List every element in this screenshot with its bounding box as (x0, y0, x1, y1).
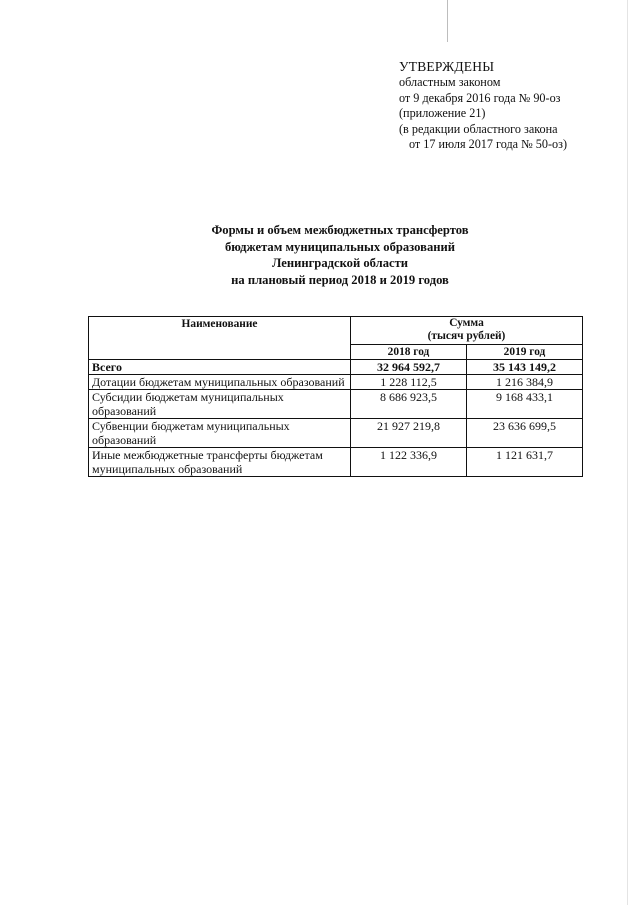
header-name-cell (89, 317, 351, 360)
row-value-2019: 1 216 384,9 (467, 375, 583, 390)
row-label: Субвенции бюджетам муниципальных образований (89, 419, 351, 448)
title-line-4: на плановый период 2018 и 2019 годов (231, 272, 449, 287)
table-total-row (89, 360, 583, 375)
table-row (89, 375, 583, 390)
table-row (89, 448, 583, 477)
document-title (140, 222, 540, 288)
approval-revision-date-line: от 17 июля 2017 года № 50-оз) (409, 137, 568, 151)
total-label: Всего (89, 360, 351, 375)
title-line-1: Формы и объем межбюджетных трансфертов (211, 223, 469, 237)
table-row (89, 419, 583, 448)
header-sum: Сумма (449, 317, 484, 329)
header-year-2019: 2019 год (467, 345, 583, 360)
row-label: Дотации бюджетам муниципальных образований (89, 375, 351, 390)
header-units: (тысяч рублей) (427, 330, 506, 342)
approval-stamp (399, 58, 619, 153)
approval-appendix-line: (приложение 21) (399, 106, 486, 120)
transfers-table (88, 316, 583, 477)
row-value-2018: 21 927 219,8 (351, 419, 467, 448)
row-label: Субсидии бюджетам муниципальных образований (89, 390, 351, 419)
row-value-2018: 1 228 112,5 (351, 375, 467, 390)
row-value-2018: 8 686 923,5 (351, 390, 467, 419)
title-line-2: бюджетам муниципальных образований (224, 239, 456, 254)
header-name: Наименование (181, 318, 258, 330)
total-2018: 32 964 592,7 (351, 360, 467, 375)
scan-edge-mark-right (627, 0, 628, 905)
table-header-row (89, 317, 583, 345)
title-line-3: Ленинградской области (271, 256, 409, 270)
row-value-2019: 1 121 631,7 (467, 448, 583, 477)
approval-law-line: областным законом (399, 75, 501, 89)
approval-date-line: от 9 декабря 2016 года № 90-оз (399, 90, 561, 105)
header-sum-cell (351, 317, 583, 345)
row-value-2018: 1 122 336,9 (351, 448, 467, 477)
total-2019: 35 143 149,2 (467, 360, 583, 375)
approval-heading: УТВЕРЖДЕНЫ (399, 59, 495, 74)
row-value-2019: 9 168 433,1 (467, 390, 583, 419)
row-value-2019: 23 636 699,5 (467, 419, 583, 448)
table-row (89, 390, 583, 419)
header-year-2018: 2018 год (351, 345, 467, 360)
row-label: Иные межбюджетные трансферты бюджетам муниципальных образований (89, 448, 351, 477)
approval-revision-line: (в редакции областного закона (399, 121, 558, 136)
scan-edge-mark-top (447, 0, 448, 42)
